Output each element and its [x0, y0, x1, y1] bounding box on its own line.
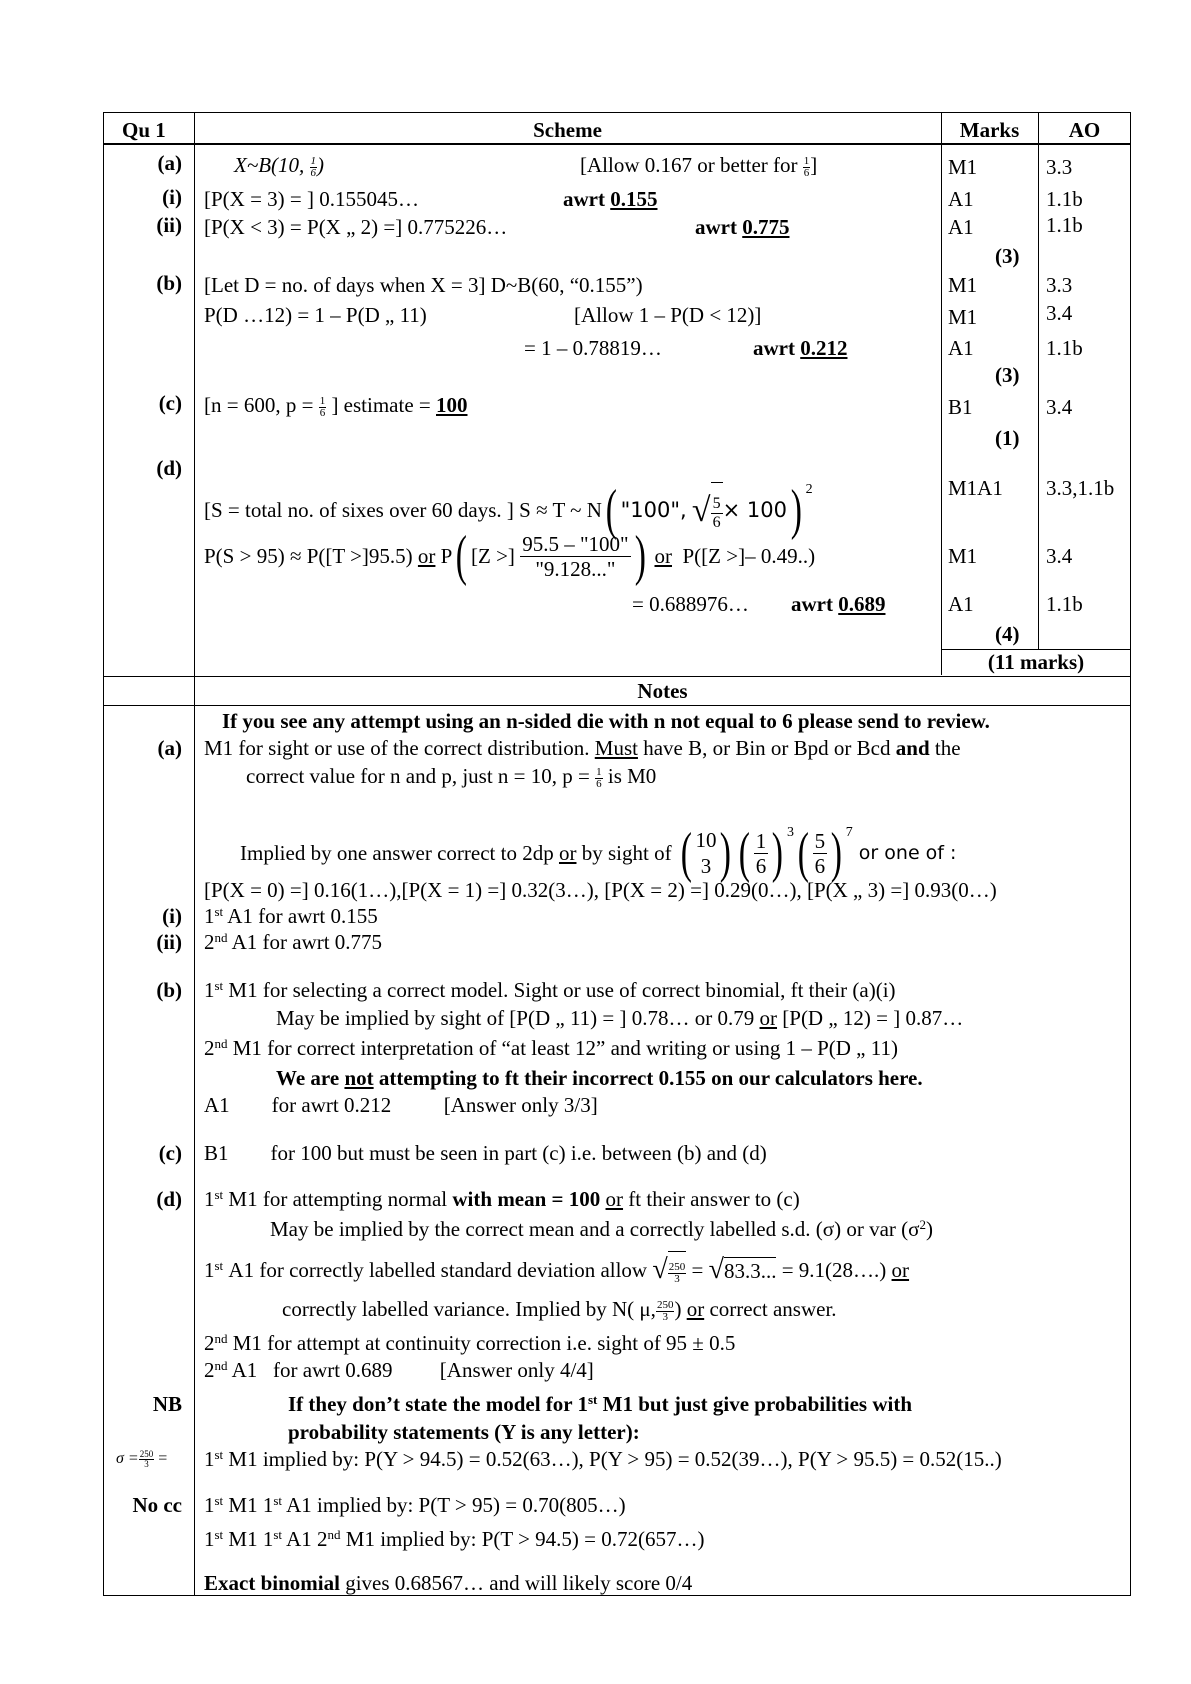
b-ao3: 1.1b [1046, 336, 1083, 360]
notes-b-line4: We are not attempting to ft their incorrect 0.155 on our calculators here. [276, 1066, 923, 1090]
d-mark3: A1 [948, 592, 974, 616]
header-marks: Marks [959, 118, 1020, 142]
notes-nocc-line2: 1st M1 1st A1 2nd M1 implied by: P(T > 94.5) = 0.72(657…) [204, 1527, 705, 1551]
total-marks: (11 marks) [987, 650, 1085, 674]
notes-a-line1: M1 for sight or use of the correct distribution. Must have B, or Bin or Bpd or Bcd and the [204, 736, 961, 760]
d-mark1: M1A1 [948, 476, 1003, 500]
b-ao1: 3.3 [1046, 273, 1073, 297]
part-c-label: (c) [158, 391, 182, 415]
d-awrt: awrt 0.689 [791, 592, 886, 616]
notes-ii-label: (ii) [156, 930, 182, 954]
notes-c-label: (c) [158, 1141, 182, 1165]
notes-nb-line2: probability statements (Y is any letter): [288, 1420, 640, 1444]
notes-exact-binomial: Exact binomial gives 0.68567… and will likely score 0/4 [204, 1571, 693, 1595]
d-line1: [S = total no. of sixes over 60 days. ] S ≈ T ~ N( "100", √ $\frac{5}{6}$ × 100) $^2$ [204, 479, 813, 542]
d-total: (4) [995, 622, 1020, 646]
c-ao: 3.4 [1046, 395, 1073, 419]
d-ao3: 1.1b [1046, 592, 1083, 616]
b-line2: P(D …12) = 1 – P(D „ 11) [204, 303, 427, 327]
a-ao: 3.3 [1046, 155, 1073, 179]
notes-a-label: (a) [157, 736, 182, 760]
notes-nb-label: NB [152, 1392, 182, 1416]
header-qu: Qu 1 [122, 118, 166, 142]
notes-b-line1: 1st M1 for selecting a correct model. Sight or use of correct binomial, ft their (a)(i) [204, 978, 896, 1002]
notes-d-line2: May be implied by the correct mean and a correctly labelled s.d. (σ) or var $(\sigma^2)$ [270, 1217, 933, 1241]
notes-nb-line3: 1st M1 implied by: P(Y > 94.5) = 0.52(63…), P(Y > 95) = 0.52(39…), P(Y > 95.5) = 0.52(15..) [204, 1447, 1002, 1471]
notes-d-line6: 2nd A1 for awrt 0.689 [Answer only 4/4] [204, 1358, 594, 1382]
ai-mark: A1 [948, 187, 974, 211]
part-d-label: (d) [156, 456, 182, 480]
notes-a-line3: Implied by one answer correct to 2dp or by sight of ( 10 3 ) ( $\frac{1}{6}$ ) $^3$( $\frac{5}{6}$ ) $^7$ or one of : [240, 822, 957, 885]
notes-a-line4: [P(X = 0) =] 0.16(1…),[P(X = 1) =] 0.32(3…), [P(X = 2) =] 0.29(0…), [P(X „ 3) =] 0.93(0…) [204, 878, 997, 902]
b-awrt: awrt 0.212 [753, 336, 848, 360]
part-b-label: (b) [156, 271, 182, 295]
notes-c-text: B1 for 100 but must be seen in part (c) i.e. between (b) and (d) [204, 1141, 767, 1165]
d-line2: P(S > 95) ≈ P([T >]95.5) or P( [Z >] $\frac{95.5 - "100"}{"9.128..."}$ ) or P([Z >]– 0.49..) [204, 525, 816, 588]
d-ao1: 3.3,1.1b [1046, 476, 1115, 500]
notes-d-line5: 2nd M1 for attempt at continuity correction i.e. sight of 95 ± 0.5 [204, 1331, 736, 1355]
a-total: (3) [995, 244, 1020, 268]
notes-review: If you see any attempt using an n-sided die with n not equal to 6 please send to review. [222, 709, 990, 733]
notes-rule-top [103, 676, 1131, 677]
notes-ii-text: 2nd A1 for awrt 0.775 [204, 930, 383, 954]
notes-nocc-line1: 1st M1 1st A1 implied by: P(T > 95) = 0.70(805…) [204, 1493, 626, 1517]
b-line3: = 1 – 0.78819… [524, 336, 662, 360]
a-mark: M1 [948, 155, 978, 179]
notes-rule-bottom [103, 705, 1131, 706]
c-text: [n = 600, p = $\frac{1}{6}$ ] estimate = 100 [204, 393, 468, 419]
ai-text: [P(X = 3) = ] 0.155045… [204, 187, 420, 211]
b-ao2: 3.4 [1046, 301, 1073, 325]
b-mark2: M1 [948, 305, 978, 329]
b-total: (3) [995, 363, 1020, 387]
col-line-3 [1038, 112, 1039, 650]
notes-b-label: (b) [156, 978, 182, 1002]
part-ai-label: (i) [162, 185, 182, 209]
a-distribution: X~B(10, $\frac{1}{6}$ ) [234, 153, 325, 179]
b-line1: [Let D = no. of days when X = 3] D~B(60, “0.155”) [204, 273, 643, 297]
notes-b-line2: May be implied by sight of [P(D „ 11) = ] 0.78… or 0.79 or [P(D „ 12) = ] 0.87… [276, 1006, 964, 1030]
c-mark: B1 [948, 395, 973, 419]
a-allow-note: [Allow 0.167 or better for $\frac{1}{6}$ ] [580, 153, 818, 179]
notes-nb-line1: If they don’t state the model for 1st M1 but just give probabilities with [288, 1392, 913, 1416]
aii-mark: A1 [948, 215, 974, 239]
notes-i-label: (i) [162, 904, 182, 928]
d-ao2: 3.4 [1046, 544, 1073, 568]
header-rule [103, 143, 1131, 145]
ai-awrt: awrt 0.155 [563, 187, 658, 211]
d-mark2: M1 [948, 544, 978, 568]
c-total: (1) [995, 426, 1020, 450]
ai-ao: 1.1b [1046, 187, 1083, 211]
notes-d-line3: 1st A1 for correctly labelled standard deviation allow √ $\frac{250}{3}$ = √83.3... = 9.1(28….) or [204, 1250, 909, 1288]
notes-title: Notes [637, 679, 688, 703]
b-allow: [Allow 1 – P(D < 12)] [574, 303, 762, 327]
notes-nocc-label: No cc [132, 1493, 182, 1517]
b-mark1: M1 [948, 273, 978, 297]
notes-sigma-label: σ = $\frac{250}{3}$ = [116, 1448, 168, 1469]
header-ao: AO [1068, 118, 1101, 142]
d-line3: = 0.688976… [632, 592, 749, 616]
notes-d-line1: 1st M1 for attempting normal with mean = 100 or ft their answer to (c) [204, 1187, 800, 1211]
notes-b-line5: A1 for awrt 0.212 [Answer only 3/3] [204, 1093, 598, 1117]
aii-text: [P(X < 3) = P(X „ 2) =] 0.775226… [204, 215, 508, 239]
part-a-label: (a) [157, 151, 182, 175]
b-mark3: A1 [948, 336, 974, 360]
notes-d-label: (d) [156, 1187, 182, 1211]
notes-a-line2: correct value for n and p, just n = 10, p = $\frac{1}{6}$ is M0 [246, 764, 657, 790]
header-scheme: Scheme [533, 118, 602, 142]
aii-awrt: awrt 0.775 [695, 215, 790, 239]
notes-d-line4: correctly labelled variance. Implied by N( μ, $\frac{250}{3}$ ) or correct answer. [282, 1297, 837, 1323]
col-line-2 [941, 112, 942, 675]
col-line-1 [194, 112, 195, 1596]
notes-i-text: 1st A1 for awrt 0.155 [204, 904, 378, 928]
aii-ao: 1.1b [1046, 213, 1083, 237]
part-aii-label: (ii) [156, 213, 182, 237]
notes-b-line3: 2nd M1 for correct interpretation of “at least 12” and writing or using 1 – P(D „ 11) [204, 1036, 898, 1060]
